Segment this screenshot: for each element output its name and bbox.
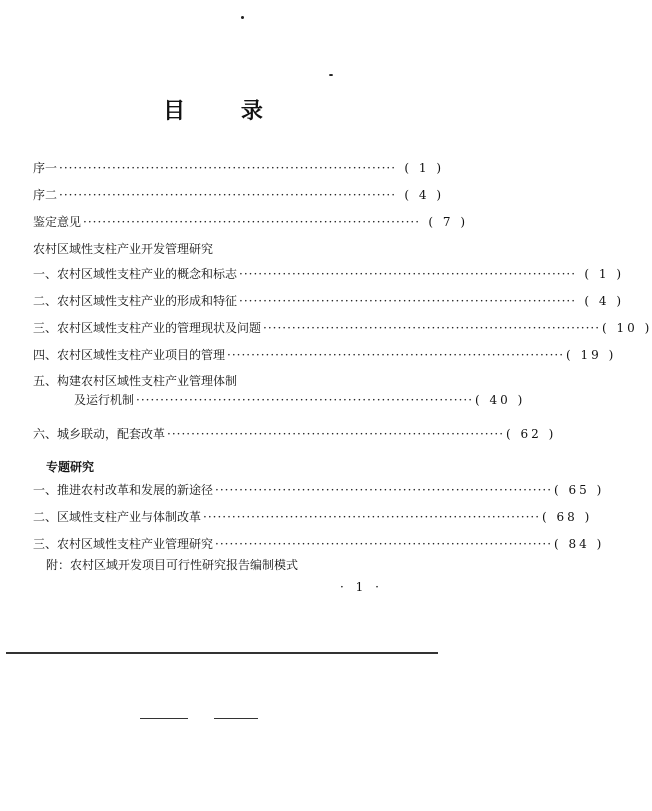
toc-entry[interactable] <box>33 426 557 442</box>
toc-entry-page: ( 7 ) <box>428 215 469 229</box>
bottom-rule <box>6 652 438 654</box>
toc-entry[interactable] <box>33 536 605 552</box>
toc-entry-label: 二、区域性支柱产业与体制改革 <box>33 510 202 524</box>
toc-entry-page: ( 1 ) <box>584 267 625 281</box>
toc-entry-label: 三、农村区域性支柱产业的管理现状及问题 <box>33 321 262 335</box>
leader-dots: ······································································ <box>83 215 421 229</box>
toc-entry-label-line1: 五、构建农村区域性支柱产业管理体制 <box>33 374 238 388</box>
toc-entry-page: ( 1 ) <box>404 161 445 175</box>
leader-dots: ······································································ <box>136 393 474 407</box>
scan-speck <box>241 16 244 19</box>
toc-entry[interactable] <box>33 214 469 230</box>
leader-dots: ······································································ <box>239 267 577 281</box>
leader-dots: ······································································ <box>239 294 577 308</box>
toc-entry-label: 鉴定意见 <box>33 215 82 229</box>
toc-entry[interactable] <box>33 509 593 525</box>
toc-entry-page: ( 84 ) <box>554 537 605 551</box>
toc-entry-page: ( 4 ) <box>584 294 625 308</box>
toc-entry-page: ( 62 ) <box>506 427 557 441</box>
scan-mark <box>214 718 258 719</box>
leader-dots: ······································································ <box>59 188 397 202</box>
toc-entry[interactable] <box>33 320 652 336</box>
leader-dots: ······································································ <box>227 348 565 362</box>
scan-speck <box>329 74 333 76</box>
toc-title: 目 录 <box>163 98 287 124</box>
toc-entry-label: 及运行机制 <box>74 393 135 407</box>
toc-entry-label: 序二 <box>33 188 58 202</box>
toc-entry[interactable] <box>33 392 526 408</box>
toc-entry[interactable] <box>33 187 445 203</box>
leader-dots: ······································································ <box>59 161 397 175</box>
toc-entry-label: 六、城乡联动，配套改革 <box>33 427 166 441</box>
toc-entry-page: ( 65 ) <box>554 483 605 497</box>
toc-entry-page: ( 19 ) <box>566 348 617 362</box>
toc-entry-page: ( 40 ) <box>475 393 526 407</box>
toc-entry[interactable] <box>33 347 617 363</box>
section-heading: 专题研究 <box>46 460 95 474</box>
page-number: · 1 · <box>340 580 383 594</box>
toc-entry[interactable] <box>33 160 445 176</box>
toc-entry[interactable] <box>33 293 625 309</box>
toc-entry[interactable] <box>33 266 625 282</box>
toc-entry-label: 序一 <box>33 161 58 175</box>
scan-mark <box>140 718 188 719</box>
toc-entry-label: 三、农村区域性支柱产业管理研究 <box>33 537 214 551</box>
section-heading: 农村区域性支柱产业开发管理研究 <box>33 242 214 256</box>
leader-dots: ······································································ <box>263 321 601 335</box>
toc-entry-label: 二、农村区域性支柱产业的形成和特征 <box>33 294 238 308</box>
toc-entry-label: 一、农村区域性支柱产业的概念和标志 <box>33 267 238 281</box>
leader-dots: ······································································ <box>215 537 553 551</box>
leader-dots: ······································································ <box>167 427 505 441</box>
leader-dots: ······································································ <box>203 510 541 524</box>
leader-dots: ······································································ <box>215 483 553 497</box>
toc-entry-page: ( 4 ) <box>404 188 445 202</box>
toc-entry[interactable] <box>33 482 605 498</box>
appendix-entry[interactable]: 附：农村区域开发项目可行性研究报告编制模式 <box>46 558 299 572</box>
toc-entry-label: 一、推进农村改革和发展的新途径 <box>33 483 214 497</box>
toc-entry-page: ( 68 ) <box>542 510 593 524</box>
toc-entry-page: ( 10 ) <box>602 321 652 335</box>
toc-entry-label: 四、农村区域性支柱产业项目的管理 <box>33 348 226 362</box>
